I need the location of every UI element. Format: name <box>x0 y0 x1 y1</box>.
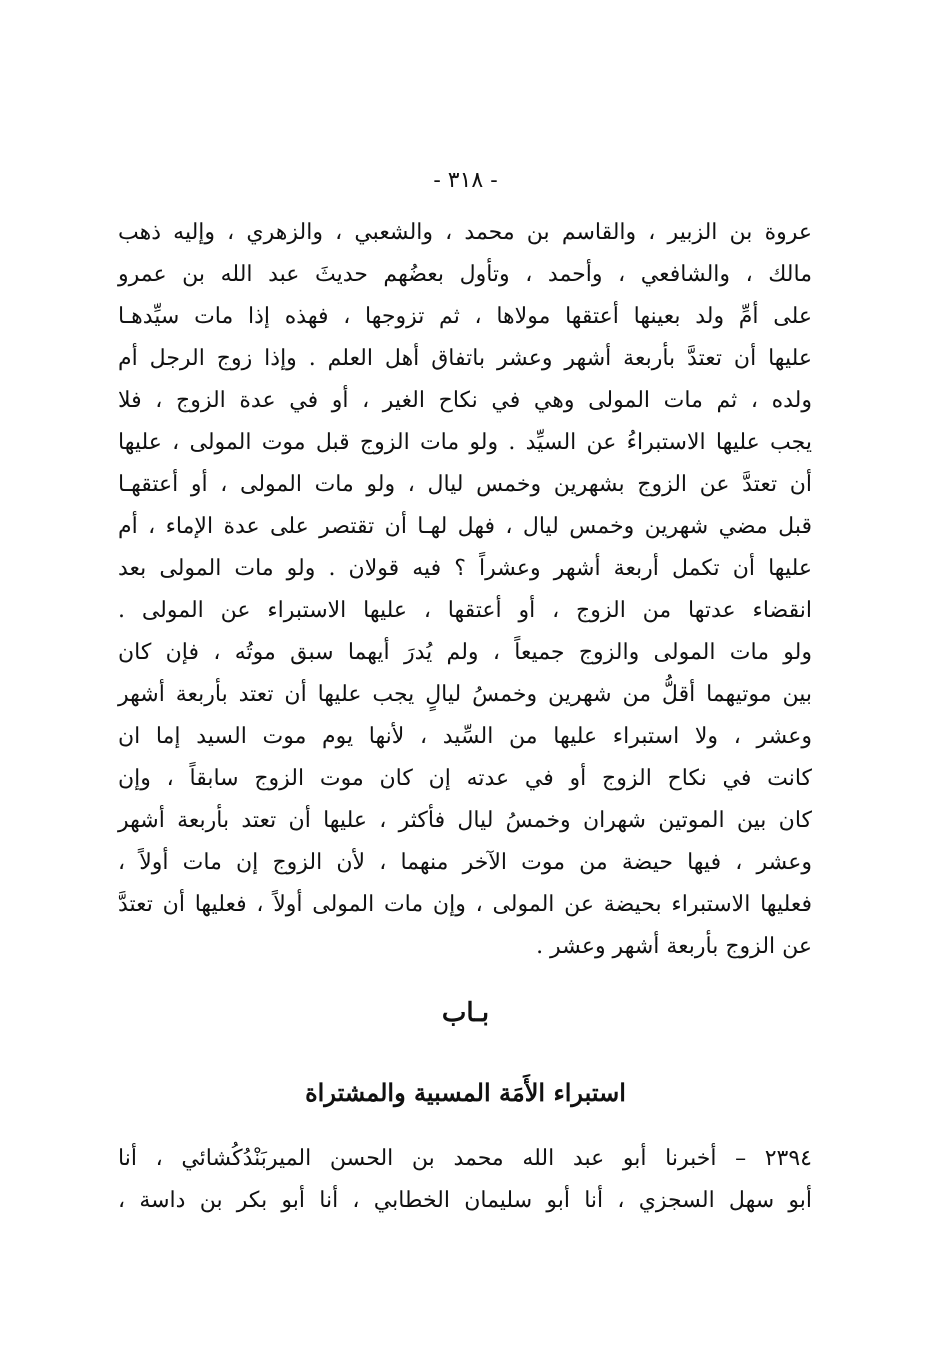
text-line: قبل مضي شهرين وخمس ليال ، فهل لهـا أن تقتصر على عدة الإماء ، أم <box>118 514 812 539</box>
text-line: ٢٣٩٤ – أخبرنا أبو عبد الله محمد بن الحسن الميربَنْدُكُشائي ، أنا <box>118 1146 812 1171</box>
hadith-paragraph <box>118 1138 812 1222</box>
text-line: كانت في نكاح الزوج أو في عدته إن كان موت الزوج سابقاً ، وإن <box>118 766 812 791</box>
text-line: يجب عليها الاستبراءُ عن السيِّد . ولو مات الزوج قبل موت المولى ، عليها <box>118 430 812 455</box>
text-line: على أمِّ ولد بعينها أعتقها مولاها ، ثم تزوجها ، فهذه إذا مات سيِّدهـا <box>118 304 812 329</box>
text-line: فعليها الاستبراء بحيضة عن المولى ، وإن مات المولى أولاً ، فعليها أن تعتدَّ <box>118 892 812 917</box>
text-line: عن الزوج بأربعة أشهر وعشر . <box>536 934 812 959</box>
page-number: - ٣١٨ - <box>433 168 498 193</box>
text-line: أن تعتدَّ عن الزوج بشهرين وخمس ليال ، ولو مات المولى ، أو أعتقهـا <box>118 472 812 497</box>
text-line: ولو مات المولى والزوج جميعاً ، ولم يُدرَ أيهما سبق موتُه ، فإن كان <box>118 640 812 665</box>
section-heading: بـاب <box>441 998 490 1028</box>
body-paragraph <box>118 212 812 968</box>
text-line: ولده ، ثم مات المولى وهي في نكاح الغير ، أو في عدة الزوج ، فلا <box>118 388 812 413</box>
text-line: مالك ، والشافعي ، وأحمد ، وتأول بعضُهم حديثَ عبد الله بن عمرو <box>118 262 812 287</box>
text-line: عليها أن تعتدَّ بأربعة أشهر وعشر باتفاق أهل العلم . وإذا زوج الرجل أم <box>118 346 812 371</box>
text-line: عروة بن الزبير ، والقاسم بن محمد ، والشعبي ، والزهري ، وإليه ذهب <box>118 220 812 245</box>
section-subheading: استبراء الأَمَة المسبية والمشتراة <box>305 1078 626 1107</box>
text-line: أبو سهل السجزي ، أنا أبو سليمان الخطابي ، أنا أبو بكر بن داسة ، <box>118 1188 812 1213</box>
text-line: وعشر ، ولا استبراء عليها من السِّيد ، لأنها يوم موت السيد إما ان <box>118 724 812 749</box>
text-line: بين موتيهما أقلُّ من شهرين وخمسُ ليالٍ يجب عليها أن تعتد بأربعة أشهر <box>118 682 812 707</box>
text-line: عليها أن تكمل أربعة أشهر وعشراً ؟ فيه قولان . ولو مات المولى بعد <box>118 556 812 581</box>
text-line: كان بين الموتين شهران وخمسُ ليال فأكثر ، عليها أن تعتد بأربعة أشهر <box>118 808 812 833</box>
text-line: وعشر ، فيها حيضة من موت الآخر منهما ، لأن الزوج إن مات أولاً ، <box>118 850 812 875</box>
text-line: انقضاء عدتها من الزوج ، أو أعتقها ، عليها الاستبراء عن المولى . <box>118 598 812 623</box>
